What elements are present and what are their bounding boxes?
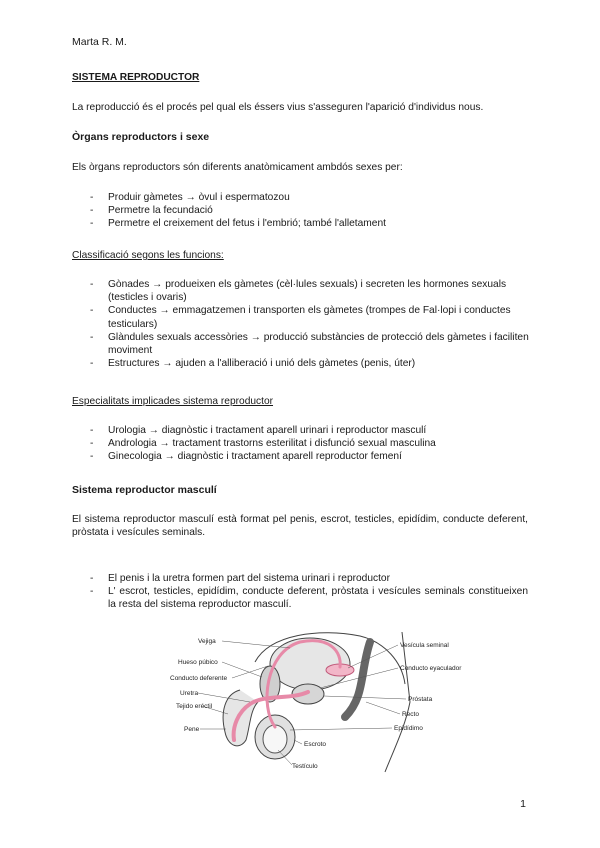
figure-label: Escroto bbox=[304, 741, 327, 748]
author-name: Marta R. M. bbox=[72, 36, 127, 48]
figure-label: Pene bbox=[184, 726, 200, 733]
page-number: 1 bbox=[520, 798, 526, 810]
organs-list bbox=[72, 191, 528, 231]
figure-label: Epidídimo bbox=[394, 725, 423, 732]
classification-heading: Classificació segons les funcions: bbox=[72, 250, 224, 261]
figure-label: Tejido eréctil bbox=[176, 703, 213, 710]
male-paragraph: El sistema reproductor masculí està format pel penis, escrot, testicles, epidídim, conducte deferent, pròstata i vesícules seminals. bbox=[72, 514, 528, 539]
organs-paragraph: Els òrgans reproductors són diferents anatòmicament ambdós sexes per: bbox=[72, 162, 403, 173]
figure-label: Hueso púbico bbox=[178, 659, 218, 666]
figure-label: Conducto deferente bbox=[170, 675, 228, 682]
figure-label: Uretra bbox=[180, 690, 199, 697]
specialties-heading: Especialitats implicades sistema reproductor bbox=[72, 396, 274, 407]
list-item: - Gònades → produeixen els gàmetes (cèl·lules sexuals) i secreten les hormones sexuals (testicles i ovaris) bbox=[72, 278, 534, 304]
list-item: - El penis i la uretra formen part del sistema urinari i reproductor bbox=[72, 572, 528, 585]
list-item: - Glàndules sexuals accessòries → producció substàncies de protecció dels gàmetes i faciliten moviment bbox=[72, 331, 534, 357]
intro-paragraph: La reproducció és el procés pel qual els éssers vius s'asseguren l'aparició d'individus nous. bbox=[72, 102, 484, 113]
figure-label: Conducto eyaculador bbox=[400, 665, 462, 672]
rectum-shape bbox=[345, 642, 370, 717]
page-title: SISTEMA REPRODUCTOR bbox=[72, 72, 200, 83]
list-item: - Estructures → ajuden a l'alliberació i unió dels gàmetes (penis, úter) bbox=[72, 357, 534, 370]
list-item: - L' escrot, testicles, epidídim, conducte deferent, pròstata i vesícules seminals constitueixen la resta del sistema reproductor masculí. bbox=[72, 585, 528, 611]
list-item: - Permetre el creixement del fetus i l'embrió; també l'alletament bbox=[72, 217, 528, 230]
figure-label: Vesícula seminal bbox=[400, 642, 449, 649]
classification-list bbox=[72, 278, 534, 370]
list-item: - Conductes → emmagatzemen i transporten els gàmetes (trompes de Fal·lopi i conductes testiculars) bbox=[72, 304, 534, 330]
figure-label: Testículo bbox=[292, 763, 318, 770]
list-item: - Ginecologia → diagnòstic i tractament aparell reproductor femení bbox=[72, 450, 528, 463]
list-item: - Andrologia → tractament trastorns esterilitat i disfunció sexual masculina bbox=[72, 437, 528, 450]
list-item: - Produir gàmetes → òvul i espermatozou bbox=[72, 191, 528, 204]
section-heading-male: Sistema reproductor masculí bbox=[72, 484, 217, 496]
specialties-list bbox=[72, 424, 528, 464]
testicle-shape bbox=[263, 725, 287, 753]
male-list bbox=[72, 572, 528, 612]
back-outline bbox=[385, 632, 410, 772]
list-item: - Urologia → diagnòstic i tractament aparell urinari i reproductor masculí bbox=[72, 424, 528, 437]
male-reproductive-diagram bbox=[170, 622, 462, 772]
section-heading-organs: Òrgans reproductors i sexe bbox=[72, 131, 210, 143]
list-item: - Permetre la fecundació bbox=[72, 204, 528, 217]
figure-label: Recto bbox=[402, 711, 419, 718]
figure-label: Vejiga bbox=[198, 638, 216, 645]
figure-label: Próstata bbox=[408, 696, 433, 703]
